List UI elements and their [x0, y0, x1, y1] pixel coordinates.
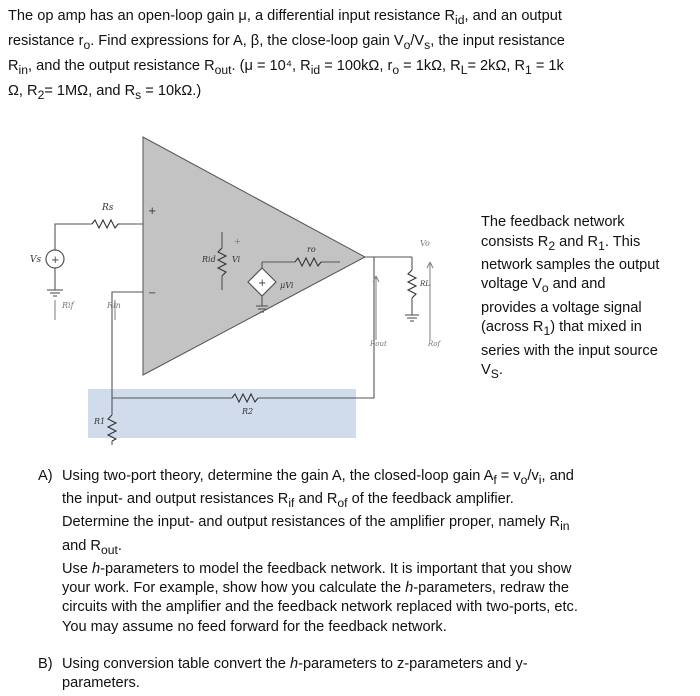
label-rs: Rs [102, 203, 114, 213]
label-r1: R1 [94, 417, 106, 426]
label-ro: ro [307, 245, 316, 254]
feedback-amplifier-circuit [0, 110, 470, 445]
feedback-network-note: The feedback network consists $R_2$ and $R_1$. This network samples the output voltage $V_o$ and and provides a voltage signal (across $R_1$) that mixed in series with the input source $V_S$. [481, 214, 660, 382]
label-rin: Rin [107, 301, 121, 310]
label-plus-input: + [148, 206, 157, 217]
problem-line-1: The op amp has an open-loop gain μ, a differential input resistance $R_{id}$, and an output [8, 8, 562, 27]
label-rl: RL [420, 280, 430, 288]
part-b-label: B) [38, 656, 53, 672]
label-muvi: μVi [280, 281, 294, 290]
part-b: B) Using conversion table convert the h-parameters to z-parameters and y- parameters. [38, 656, 528, 692]
source-plus-sign: + [51, 255, 60, 266]
label-r2: R2 [242, 407, 254, 416]
part-a: A) Using two-port theory, determine the gain A, the closed-loop gain $A_f = v_o/v_i$, and the input- and output resistances $R_{if}$ and $R_{of}$ of the feedback amplifier. Determine the input- and output resistances of the amplifier proper, namely $R_{in}$ and $R_{out}$. Use h-parameters to model the feedback network. It is important that you show your work. For example, show how you calculate the h-parameters, redraw the circuits with the amplifier and the feedback network replaced with two-ports, etc. You may assume no feed forward for the feedback network. [38, 468, 578, 635]
label-vo: Vo [420, 239, 430, 248]
label-rout: Rout [370, 340, 387, 348]
label-vi: Vi [232, 255, 241, 264]
opamp-triangle [143, 137, 365, 375]
label-minus-input: − [148, 288, 157, 299]
problem-line-3: $R_{in}$, and the output resistance $R_{out}$. (μ = 10⁴, $R_{id} = 100k\Omega$, $r_o = 1k\Omega$, $R_L= 2k\Omega$, $R_1 = 1k$ [8, 57, 564, 77]
label-rif: Rif [62, 301, 74, 310]
label-rof: Rof [428, 340, 441, 348]
label-vs: Vs [30, 255, 42, 265]
part-a-label: A) [38, 468, 53, 484]
feedback-network-box [88, 389, 356, 438]
dep-source-plus: + [258, 278, 267, 289]
problem-line-2: resistance $r_o$. Find expressions for A, β, the close-loop gain $V_o/V_s$, the input resistance [8, 32, 565, 52]
label-vi-plus: + [234, 237, 241, 246]
label-rid: Rid [202, 255, 216, 264]
problem-line-4: Ω, $R_2= 1M\Omega$, and $R_s = 10k\Omega$.) [8, 82, 202, 102]
question-parts [38, 467, 678, 694]
problem-statement [8, 6, 696, 106]
